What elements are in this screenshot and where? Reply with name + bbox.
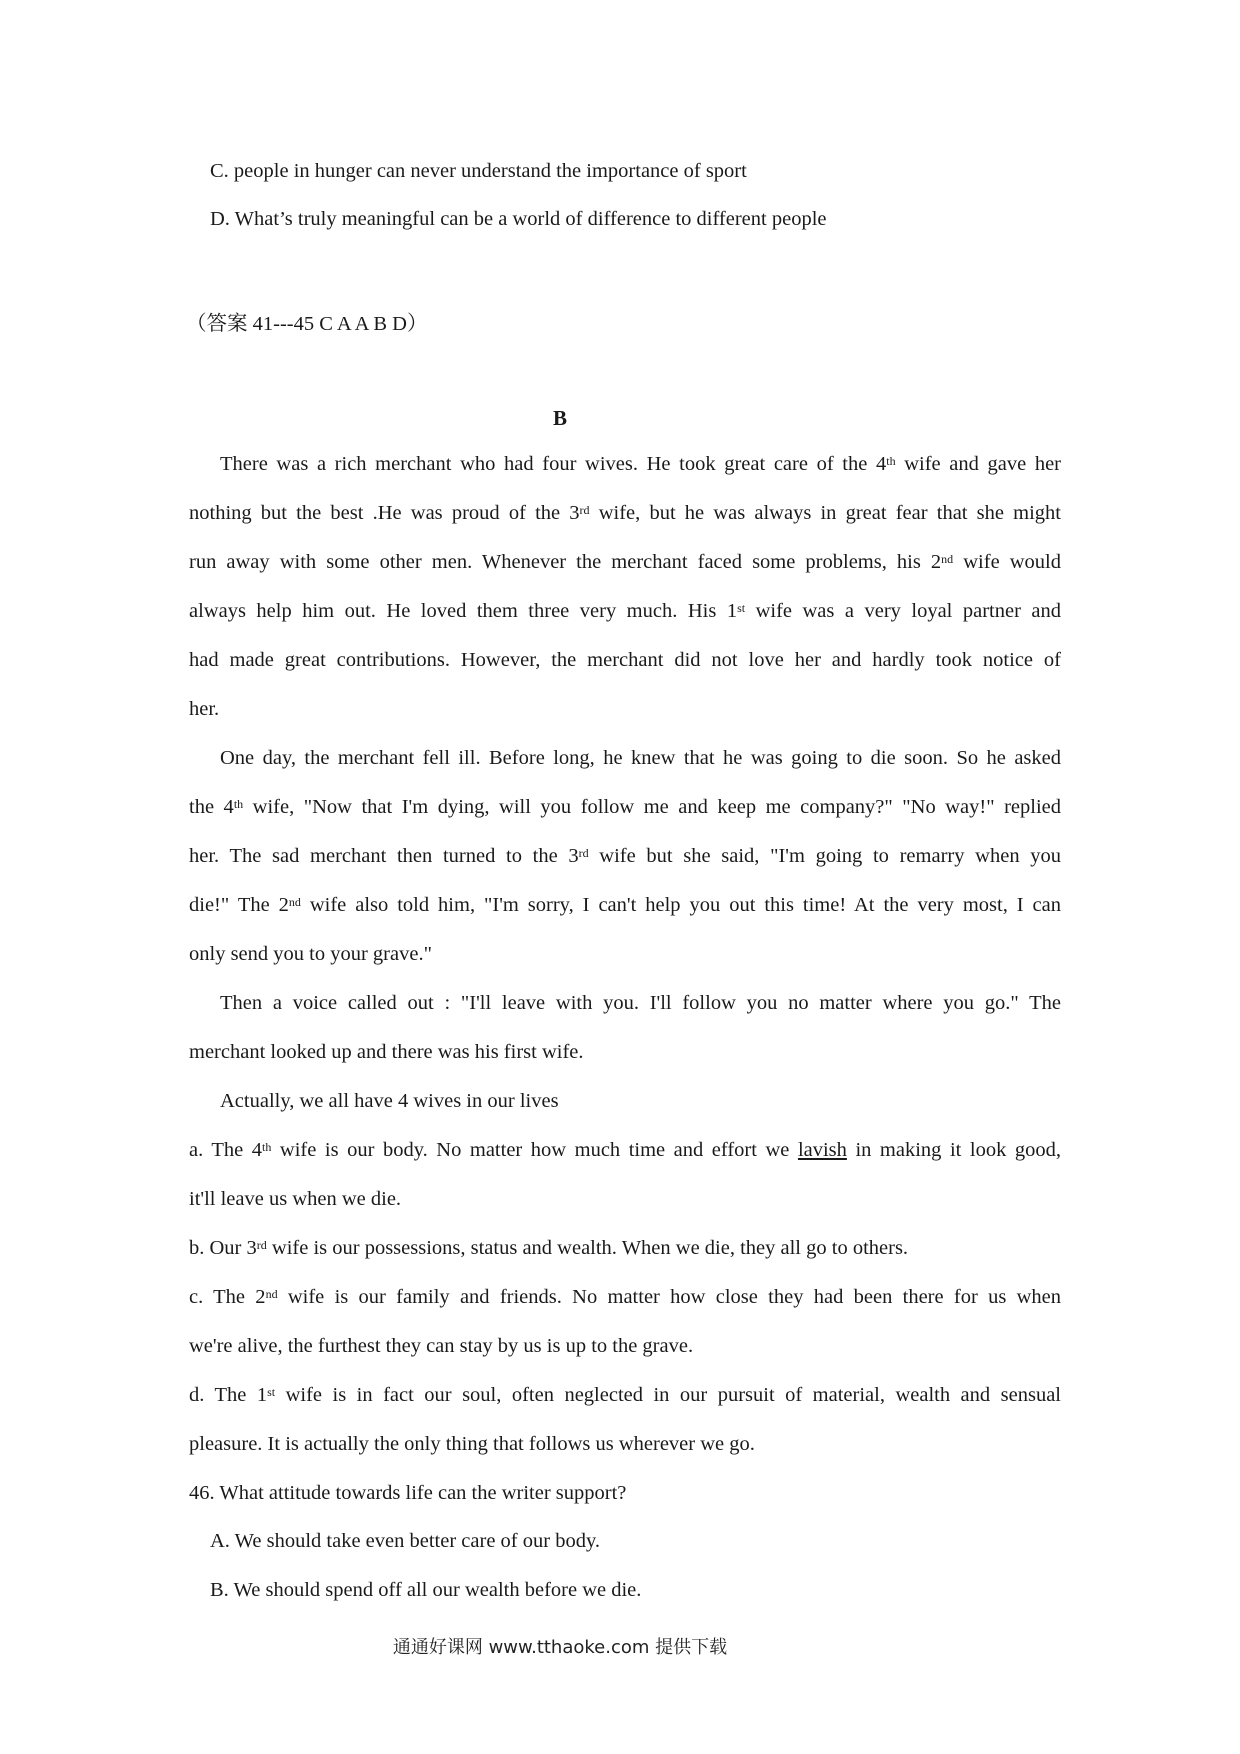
- p2-line-4: die!" The 2nd wife also told him, "I'm sorry, I can't help you out this time! At the very most, I can: [189, 894, 1061, 916]
- item-d-line-2: pleasure. It is actually the only thing that follows us wherever we go.: [189, 1433, 755, 1455]
- p2-line-2: the 4th wife, "Now that I'm dying, will you follow me and keep me company?" "No way!" replied: [189, 796, 1061, 818]
- p4-line: Actually, we all have 4 wives in our lives: [220, 1090, 559, 1112]
- p1-line-4: always help him out. He loved them three very much. His 1st wife was a very loyal partner and: [189, 600, 1061, 622]
- item-d-line-1: d. The 1st wife is in fact our soul, often neglected in our pursuit of material, wealth and sensual: [189, 1384, 1061, 1406]
- p1-line-6: her.: [189, 698, 220, 720]
- item-c-line-2: we're alive, the furthest they can stay by us is up to the grave.: [189, 1335, 694, 1357]
- p1-line-5: had made great contributions. However, the merchant did not love her and hardly took notice of: [189, 649, 1061, 671]
- p2-line-1: One day, the merchant fell ill. Before long, he knew that he was going to die soon. So he asked: [220, 747, 1061, 769]
- q46-option-a: A. We should take even better care of our body.: [210, 1530, 600, 1552]
- p3-line-1: Then a voice called out : "I'll leave with you. I'll follow you no matter where you go." The: [220, 992, 1061, 1014]
- option-d: D. What’s truly meaningful can be a world of difference to different people: [210, 208, 827, 230]
- page-footer: 通通好课网 www.tthaoke.com 提供下载: [392, 1637, 728, 1658]
- option-c: C. people in hunger can never understand the importance of sport: [210, 160, 747, 182]
- item-a-line-2: it'll leave us when we die.: [189, 1188, 402, 1210]
- item-c-line-1: c. The 2nd wife is our family and friends. No matter how close they had been there for us when: [189, 1286, 1061, 1308]
- p1-line-3: run away with some other men. Whenever the merchant faced some problems, his 2nd wife would: [189, 551, 1061, 573]
- p2-line-5: only send you to your grave.": [189, 943, 432, 965]
- question-46: 46. What attitude towards life can the writer support?: [189, 1482, 627, 1504]
- item-b-line: b. Our 3rd wife is our possessions, status and wealth. When we die, they all go to others.: [189, 1237, 909, 1259]
- item-a-line-1: a. The 4th wife is our body. No matter how much time and effort we lavish in making it look good,: [189, 1139, 1061, 1161]
- q46-option-b: B. We should spend off all our wealth before we die.: [210, 1579, 642, 1601]
- underlined-word: lavish: [797, 1139, 847, 1161]
- p3-line-2: merchant looked up and there was his first wife.: [189, 1041, 584, 1063]
- section-title: B: [552, 406, 567, 430]
- p2-line-3: her. The sad merchant then turned to the 3rd wife but she said, "I'm going to remarry when you: [189, 845, 1061, 867]
- answer-key: （答案 41---45 C A A B D）: [186, 313, 428, 335]
- p1-line-2: nothing but the best .He was proud of the 3rd wife, but he was always in great fear that she might: [189, 502, 1061, 524]
- p1-line-1: There was a rich merchant who had four wives. He took great care of the 4th wife and gave her: [220, 453, 1062, 475]
